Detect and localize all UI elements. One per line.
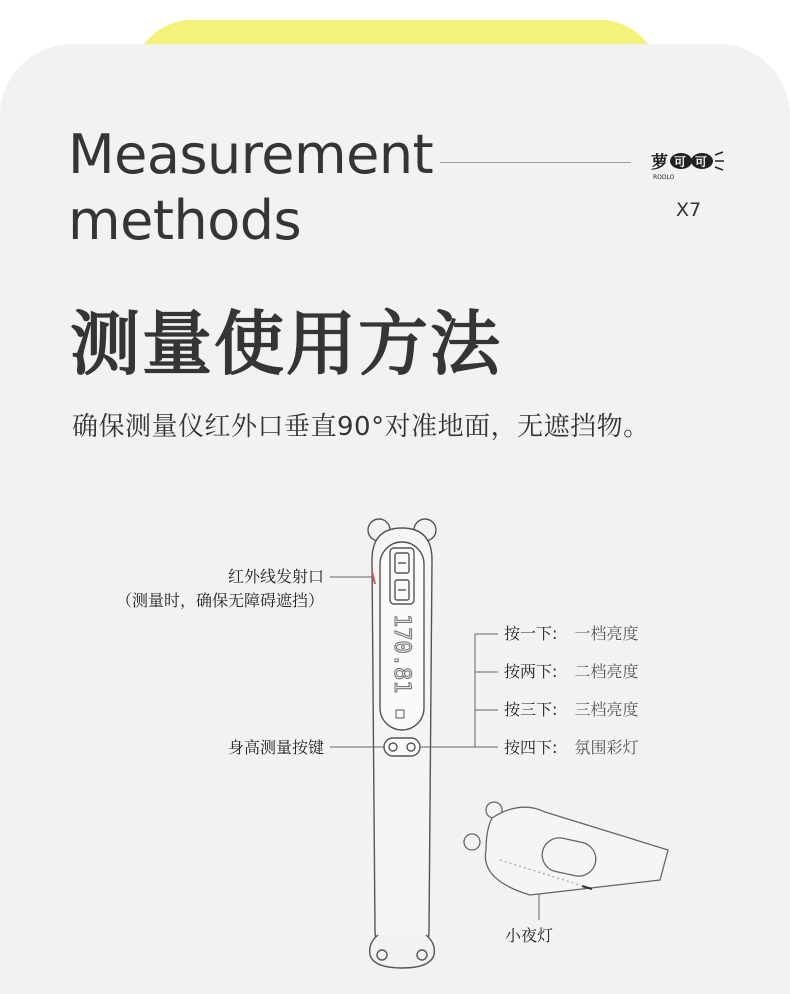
press-effect: 氛围彩灯 [574,738,639,757]
ir-port-note: （测量时，确保无障碍遮挡） [115,591,324,610]
title-en-text: Measurement methods [68,123,434,252]
svg-text:170.81: 170.81 [389,614,414,694]
night-light-device [464,802,668,895]
night-light-label: 小夜灯 [505,926,554,945]
press-effect: 三档亮度 [574,700,639,719]
brand-logo-icon [649,147,725,183]
measure-button-label: 身高测量按键 [227,738,324,757]
svg-text:萝: 萝 [651,153,668,173]
press-count: 按四下: [504,738,558,757]
logo-wordmark: RODLO [653,174,675,181]
press-count: 按三下: [504,700,558,719]
ir-port-label: 红外线发射口 [227,567,324,586]
device-diagram [0,500,790,994]
svg-text:可: 可 [695,155,708,169]
model-number: X7 [676,199,702,221]
press-mode-4 [504,737,639,759]
press-count: 按两下: [504,662,558,681]
title-divider [440,162,631,163]
instruction-text: 确保测量仪红外口垂直90°对准地面，无遮挡物。 [72,412,650,442]
press-mode-2 [504,661,639,683]
press-mode-3 [504,699,639,721]
press-effect: 二档亮度 [574,662,639,681]
page-title-cn: 测量使用方法 [70,303,502,385]
page-title-en [68,122,438,254]
device-body [368,519,436,968]
press-effect: 一档亮度 [574,624,639,643]
press-mode-1 [504,623,639,645]
press-count: 按一下: [504,624,558,643]
svg-text:可: 可 [674,155,687,169]
